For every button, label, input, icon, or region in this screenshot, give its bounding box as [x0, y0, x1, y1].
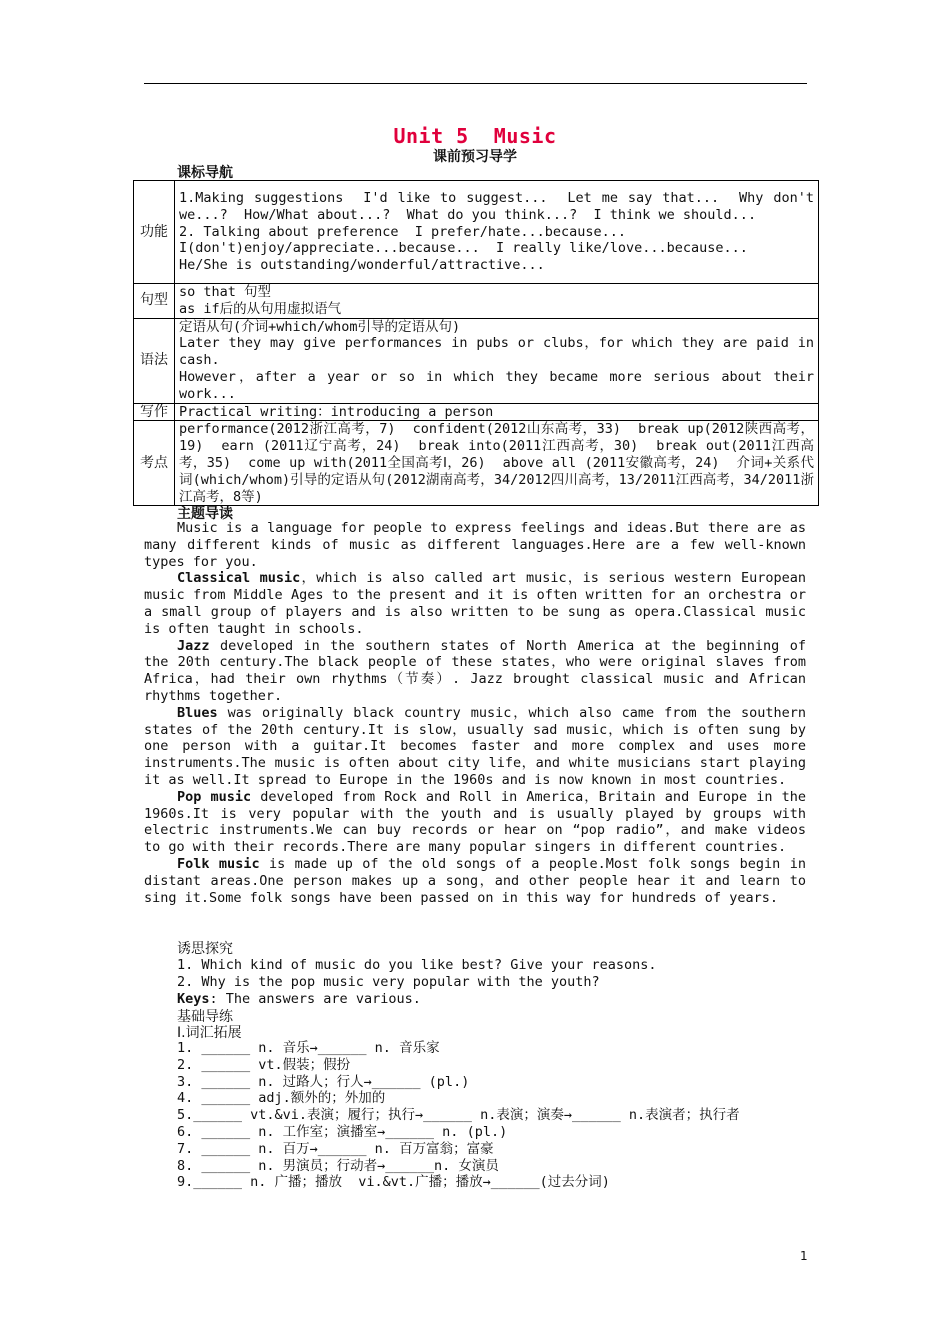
vocab-item: 5.______ vt.&vi.表演；履行；执行→______ n.表演；演奏→______ n.表演者；执行者	[177, 1107, 740, 1124]
row-line: Practical writing：introducing a person	[179, 403, 494, 420]
paragraph-lead: Folk music	[177, 855, 260, 872]
table-row	[134, 318, 819, 403]
row-line: 2. Talking about preference I prefer/hate...because...	[179, 223, 627, 240]
question-item: 2. Why is the pop music very popular with the youth?	[177, 973, 600, 990]
header-rule	[144, 83, 807, 84]
paragraph-text: Music is a language for people to express feelings and ideas.But there are as many different kinds of music as different languages.Here are a few well-known types for you.	[144, 520, 806, 570]
paragraph	[144, 789, 806, 856]
row-line: so that 句型	[179, 284, 272, 300]
table-row	[134, 421, 819, 506]
reading-passage	[144, 520, 806, 906]
table-row	[134, 284, 819, 319]
section-heading-practice: 基础导练	[177, 1009, 233, 1025]
section-heading-standards: 课标导航	[177, 165, 233, 181]
paragraph-text: developed in the southern states of North America at the beginning of the 20th century.The black people of these states，who were original slaves from Africa，had their own rhythms（节奏）. Jazz brought classical music and African rhythms together.	[144, 637, 806, 704]
vocab-item: 2. ______ vt.假装；假扮	[177, 1056, 351, 1073]
paragraph	[144, 856, 806, 906]
paragraph-lead: Blues	[177, 704, 218, 721]
keys-line	[177, 991, 657, 1008]
paragraph	[144, 520, 806, 570]
paragraph-text: ，which is also called art music，is serious western European music from Middle Ages to the present and it is often written for an orchestra or a small group of players and is also written to be sung as opera.Classical music is often taught in schools.	[144, 570, 807, 637]
row-line: as if后的从句用虚拟语气	[179, 300, 342, 317]
paragraph-lead: Classical music	[177, 570, 301, 587]
row-line: Later they may give performances in pubs or clubs，for which they are paid in cash.	[179, 335, 823, 369]
paragraph-lead: Jazz	[177, 637, 210, 654]
paragraph	[144, 705, 806, 789]
paragraph-lead: Pop music	[177, 788, 252, 805]
vocab-item: 4. ______ adj.额外的；外加的	[177, 1090, 386, 1107]
table-row	[134, 181, 819, 284]
paragraph-text: was originally black country music，which also came from the southern states of the 20th century.It is slow，usually sad music，which is often sung by one person with a guitar.It becomes faster and more complex and uses more instruments.The music is often about city life，and white musicians start playing it as well.It spread to Europe in the 1960s and is now known in most countries.	[144, 704, 806, 788]
page-title: Unit 5 Music	[393, 124, 557, 148]
vocab-item: 1. ______ n. 音乐→______ n. 音乐家	[177, 1040, 440, 1056]
question-item: 1. Which kind of music do you like best? Give your reasons.	[177, 957, 657, 973]
vocab-item: 9.______ n. 广播；播放 vi.&vt.广播；播放→______(过去分词)	[177, 1174, 610, 1191]
vocab-item: 3. ______ n. 过路人；行人→______ (pl.)	[177, 1073, 470, 1090]
vocabulary-list	[144, 1040, 812, 1191]
row-content	[175, 284, 819, 319]
page-number: 1	[800, 1249, 808, 1263]
paragraph-text: developed from Rock and Roll in America，Britain and Europe in the 1960s.It is very popular with the youth and is usually played by groups with electric instruments.We can buy records or hear on “pop radio”，and make videos to go with their records.There are many popular singers in different countries.	[144, 788, 806, 856]
keys-label: Keys	[177, 990, 210, 1007]
section-heading-vocabulary: Ⅰ.词汇拓展	[177, 1025, 242, 1041]
question-list	[177, 957, 657, 1007]
row-label: 句型	[134, 284, 175, 319]
row-label: 语法	[134, 318, 175, 403]
paragraph	[144, 638, 806, 705]
row-content	[175, 403, 819, 421]
row-line: 1.Making suggestions I'd like to suggest... Let me say that... Why don't we...? How/What about...? What do you think...? I think we should...	[179, 190, 823, 223]
row-content	[175, 421, 819, 506]
table-row	[134, 403, 819, 421]
vocab-item: 7. ______ n. 百万→______ n. 百万富翁；富豪	[177, 1140, 494, 1157]
row-line: He/She is outstanding/wonderful/attractive...	[179, 257, 545, 274]
section-heading-inquiry: 诱思探究	[177, 941, 233, 957]
row-content	[175, 181, 823, 284]
row-line: performance(2012浙江高考，7) confident(2012山东高考，33) break up(2012陕西高考，19) earn (2011辽宁高考，24) break into(2011江西高考，30) break out(2011江西高考，35) come up with(2011全国高考Ⅰ，26) above all (2011安徽高考，24) 介词+关系代词(which/whom)引导的定语从句(2012湖南高考，34/2012四川高考，13/2011江西高考，34/2011浙江高考，8等)	[179, 421, 814, 505]
row-label: 功能	[134, 181, 175, 284]
row-line: 定语从句(介词+which/whom引导的定语从句)	[179, 318, 461, 335]
row-line: I(don't)enjoy/appreciate...because... I really like/love...because...	[179, 240, 748, 257]
row-content	[175, 318, 823, 403]
section-heading-reading: 主题导读	[177, 506, 233, 522]
row-label: 考点	[134, 421, 175, 506]
page-subtitle: 课前预习导学	[433, 149, 517, 165]
vocab-item: 6. ______ n. 工作室；演播室→______ n. (pl.)	[177, 1123, 508, 1140]
standards-table	[133, 180, 823, 506]
row-line: However，after a year or so in which they became more serious about their work...	[179, 368, 823, 402]
keys-text: : The answers are various.	[209, 990, 421, 1007]
paragraph	[144, 570, 806, 637]
paragraph-text: is made up of the old songs of a people.Most folk songs begin in distant areas.One person makes up a song，and other people hear it and learn to sing it.Some folk songs have been passed on in this way for hundreds of years.	[144, 855, 806, 906]
vocab-item: 8. ______ n. 男演员；行动者→______n. 女演员	[177, 1157, 499, 1174]
row-label: 写作	[134, 403, 175, 421]
